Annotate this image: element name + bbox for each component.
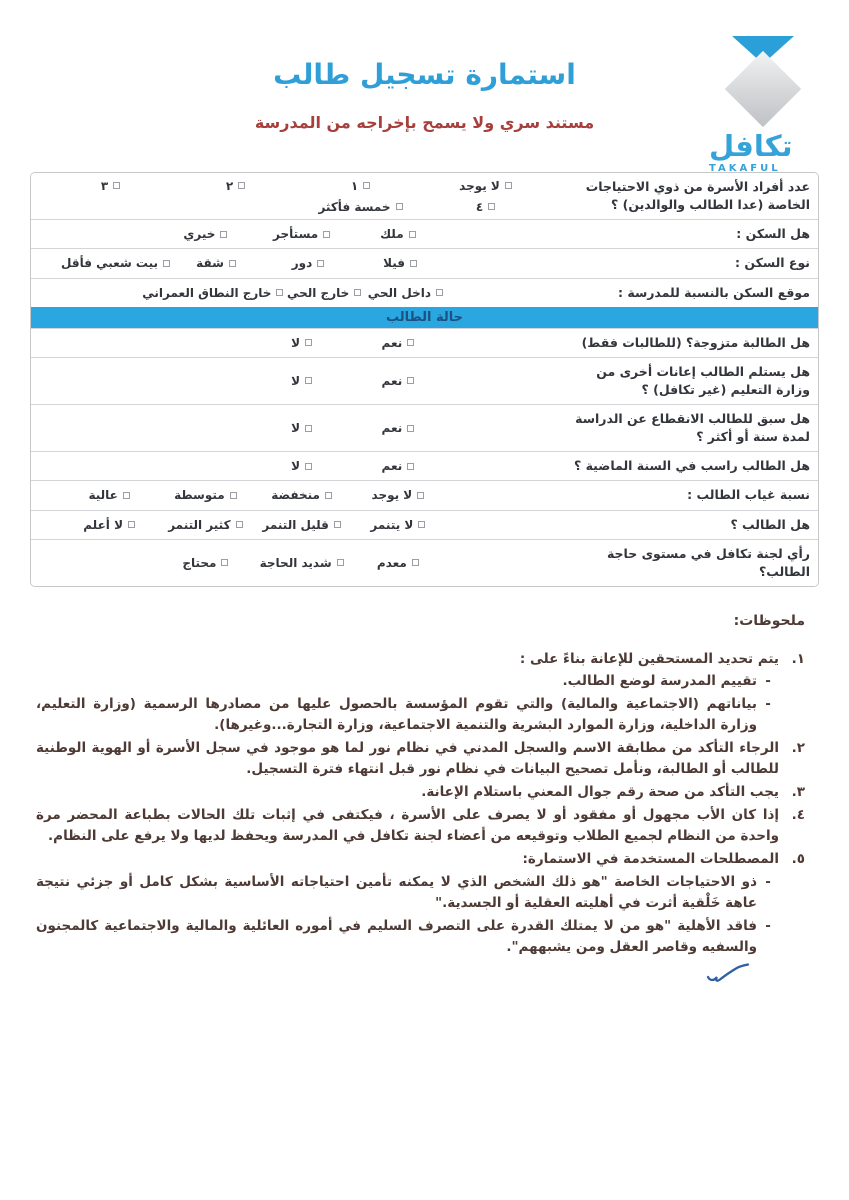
option-label: بيت شعبي فأقل: [61, 256, 159, 271]
option-label: ملك: [380, 227, 404, 242]
checkbox-option[interactable]: [254, 518, 350, 532]
question-label: هل الطالب راسب في السنة الماضية ؟: [574, 458, 810, 474]
checkbox-option[interactable]: [350, 421, 446, 435]
form-row: [31, 219, 818, 248]
form-row: [31, 328, 818, 357]
option-label: نعم: [381, 335, 403, 350]
question-label: هل الطالب ؟: [730, 516, 810, 532]
checkbox-option[interactable]: [61, 488, 157, 502]
checkbox[interactable]: [128, 521, 135, 528]
checkbox[interactable]: [317, 260, 324, 267]
checkbox-option[interactable]: [254, 459, 350, 473]
dash-bullet: -: [765, 696, 771, 713]
checkbox[interactable]: [363, 182, 370, 189]
form-row: [31, 173, 818, 219]
checkbox[interactable]: [305, 339, 312, 346]
checkbox-option[interactable]: [254, 488, 350, 502]
option-label: عالية: [88, 488, 118, 503]
notes-heading: ملحوظات:: [733, 612, 805, 629]
option-label: فيلا: [383, 256, 405, 271]
form-row: [31, 278, 818, 307]
option-label: لا: [291, 335, 301, 350]
note-item-text: الرجاء التأكد من مطابقة الاسم والسجل المدني في نظام نور لما هو موجود في سجل الأسرة أو الهوية الوطنية للطالب أو الطالبة، ونأمل تصحيح البيانات في نظام نور قبل انتهاء فترة التسجيل.: [36, 740, 779, 778]
question-label: هل يستلم الطالب إعانات أخرى من وزارة التعليم (غير تكافل) ؟: [596, 363, 810, 397]
checkbox-option[interactable]: [350, 488, 446, 502]
note-subitem: [36, 872, 779, 914]
option-label: ٤: [475, 199, 484, 214]
note-item-text: إذا كان الأب مجهول أو مفقود أو لا يصرف على الأسرة ، فيكتفى في إثبات تلك الحالات بطباعة المحضر مرة واحدة من النظام لجميع الطلاب وتوقيعه من أعضاء لجنة تكافل في المدرسة ويحفظ لديها ولا يرفع على النظام.: [36, 807, 779, 844]
note-subitem: [36, 671, 779, 692]
checkbox-option[interactable]: [61, 518, 157, 532]
question-label: هل سبق للطالب الانقطاع عن الدراسة لمدة سنة أو أكثر ؟: [575, 411, 810, 445]
checkbox[interactable]: [113, 182, 120, 189]
note-item-text: يجب التأكد من صحة رقم جوال المعني باستلام الإعانة.: [421, 784, 779, 801]
note-subitem-text: ذو الاحتياجات الخاصة "هو ذلك الشخص الذي لا يمكنه تأمين احتياجاته الأساسية بشكل كامل أو جزئي نتيجة عاهة خَلْقية أثرت في أهليته العقلية أو الجسدية.": [36, 873, 757, 911]
checkbox-option[interactable]: [350, 556, 446, 570]
checkbox-option[interactable]: [170, 256, 262, 270]
option-label: شقة: [196, 256, 224, 271]
form-header: [0, 0, 849, 172]
options-group: [61, 332, 446, 354]
checkbox-option[interactable]: [157, 518, 253, 532]
checkbox-option[interactable]: [423, 179, 548, 193]
checkbox-option[interactable]: [254, 227, 350, 241]
option-label: لا يوجد: [371, 488, 413, 503]
checkbox-option[interactable]: [254, 374, 350, 388]
option-label: خيري: [183, 227, 216, 242]
checkbox-option[interactable]: [262, 256, 354, 270]
signature-area: [36, 961, 751, 985]
options-group: [61, 282, 446, 304]
checkbox[interactable]: [436, 289, 443, 296]
checkbox-option[interactable]: [157, 488, 253, 502]
note-item-line: [36, 849, 805, 870]
checkbox-option[interactable]: [254, 556, 350, 570]
note-subitem-text: تقييم المدرسة لوضع الطالب.: [562, 673, 757, 690]
form-row: [31, 510, 818, 539]
checkbox-option[interactable]: [157, 227, 253, 241]
note-item: [36, 805, 805, 847]
checkbox[interactable]: [354, 289, 361, 296]
note-item-number: ٥.: [791, 850, 805, 867]
option-label: لا: [291, 421, 301, 436]
checkbox-option[interactable]: [254, 336, 350, 350]
option-label: نعم: [381, 459, 403, 474]
dash-bullet: -: [765, 917, 771, 934]
signature-scribble: [705, 961, 751, 985]
checkbox-option[interactable]: [350, 374, 446, 388]
checkbox-option[interactable]: [173, 179, 298, 193]
confidentiality-notice: مستند سري ولا يسمح بإخراجه من المدرسة: [254, 113, 595, 132]
note-item-text: المصطلحات المستخدمة في الاستمارة:: [522, 850, 779, 867]
option-label: كثير التنمر: [168, 517, 231, 532]
checkbox-option[interactable]: [48, 179, 173, 193]
checkbox[interactable]: [407, 339, 414, 346]
option-label: نعم: [381, 373, 403, 388]
question-label: عدد أفراد الأسرة من ذوي الاحتياجات الخاصة (عدا الطالب والوالدين) ؟: [585, 179, 810, 213]
logo-latin-name: TAKAFUL: [709, 163, 781, 174]
checkbox-option[interactable]: [350, 459, 446, 473]
dash-bullet: -: [765, 673, 771, 690]
checkbox-option[interactable]: [354, 256, 446, 270]
form-row: [31, 404, 818, 451]
checkbox[interactable]: [418, 521, 425, 528]
page-title: استمارة تسجيل طالب: [273, 58, 576, 91]
options-group: [48, 175, 548, 218]
note-item: [36, 849, 805, 958]
checkbox[interactable]: [407, 463, 414, 470]
checkbox[interactable]: [220, 231, 227, 238]
checkbox[interactable]: [305, 463, 312, 470]
option-label: لا أعلم: [83, 517, 123, 532]
form-row: [31, 539, 818, 586]
option-label: لا: [291, 459, 301, 474]
options-group: [61, 455, 446, 477]
note-item-number: ٤.: [791, 807, 805, 824]
note-subitems: [36, 671, 779, 736]
form-row: [31, 451, 818, 480]
question-label: موقع السكن بالنسبة للمدرسة :: [618, 284, 810, 300]
options-group: [61, 552, 446, 574]
option-label: ١: [350, 178, 359, 193]
form-row: [31, 480, 818, 509]
option-label: خمسة فأكثر: [318, 199, 391, 214]
option-label: قليل التنمر: [262, 517, 329, 532]
note-item: [36, 738, 805, 780]
form-row: [31, 248, 818, 277]
note-item-line: [36, 649, 805, 670]
checkbox[interactable]: [417, 492, 424, 499]
checkbox[interactable]: [337, 559, 344, 566]
checkbox[interactable]: [229, 260, 236, 267]
option-label: ٢: [225, 178, 234, 193]
note-subitem-text: فاقد الأهلية "هو من لا يمتلك القدرة على التصرف السليم في أموره العائلية والمالية والاجتماعية كالمجنون والسفيه وقاصر العقل ومن يشبههم".: [36, 917, 757, 955]
note-subitem-text: بياناتهم (الاجتماعية والمالية) والتي تقوم المؤسسة بالحصول عليها من مصادرها الرسمية (وزارة التعليم، وزارة الداخلية، وزارة الموارد البشرية والتنمية الاجتماعية، وزارة التجارة...وغيرها).: [36, 696, 757, 734]
checkbox[interactable]: [410, 260, 417, 267]
checkbox[interactable]: [305, 425, 312, 432]
option-label: شديد الحاجة: [259, 555, 332, 570]
option-label: دور: [291, 256, 313, 271]
option-label: نعم: [381, 421, 403, 436]
checkbox-option[interactable]: [350, 227, 446, 241]
checkbox-option[interactable]: [61, 256, 170, 270]
option-label: منخفضة: [271, 488, 320, 503]
registration-form-table: [30, 172, 819, 587]
option-label: لا يتنمر: [370, 517, 414, 532]
checkbox-option[interactable]: [283, 286, 364, 300]
options-group: [61, 514, 446, 536]
option-label: داخل الحي: [367, 285, 431, 300]
notes-section: [36, 611, 805, 986]
checkbox[interactable]: [407, 377, 414, 384]
logo-wordmark: [703, 129, 823, 174]
form-row: [31, 357, 818, 404]
question-label: رأي لجنة تكافل في مستوى حاجة الطالب؟: [606, 545, 810, 579]
checkbox[interactable]: [407, 425, 414, 432]
note-item: [36, 782, 805, 803]
note-item-text: يتم تحديد المستحقين للإعانة بناءً على :: [519, 650, 779, 667]
note-item: [36, 649, 805, 737]
note-item-number: ١.: [791, 650, 805, 667]
question-label: هل الطالبة متزوجة؟ (للطالبات فقط): [581, 334, 810, 350]
options-group: [61, 370, 446, 392]
checkbox[interactable]: [325, 492, 332, 499]
notes-list: [36, 649, 805, 958]
checkbox[interactable]: [236, 521, 243, 528]
option-label: لا: [291, 373, 301, 388]
checkbox-option[interactable]: [365, 286, 446, 300]
checkbox[interactable]: [396, 203, 403, 210]
checkbox[interactable]: [505, 182, 512, 189]
note-subitem: [36, 916, 779, 958]
checkbox[interactable]: [221, 559, 228, 566]
student-status-section-rows: [31, 328, 818, 586]
note-item-number: ٢.: [791, 740, 805, 757]
options-group: [61, 252, 446, 274]
checkbox[interactable]: [488, 203, 495, 210]
option-label: متوسطة: [174, 488, 225, 503]
takaful-logo: [703, 36, 823, 174]
checkbox-option[interactable]: [350, 336, 446, 350]
checkbox-option[interactable]: [142, 286, 283, 300]
housing-section-rows: [31, 173, 818, 307]
checkbox-option[interactable]: [254, 421, 350, 435]
checkbox-option[interactable]: [350, 518, 446, 532]
note-item-line: [36, 738, 805, 780]
checkbox-option[interactable]: [423, 200, 548, 214]
note-subitems: [36, 872, 779, 958]
option-label: خارج الحي: [286, 285, 350, 300]
checkbox[interactable]: [238, 182, 245, 189]
logo-arabic-name: تكافل: [709, 129, 793, 163]
note-item-line: [36, 782, 805, 803]
question-label: نسبة غياب الطالب :: [687, 487, 810, 503]
question-label: نوع السكن :: [735, 255, 810, 271]
note-subitem: [36, 694, 779, 736]
options-group: [61, 417, 446, 439]
checkbox[interactable]: [163, 260, 170, 267]
option-label: لا يوجد: [459, 178, 500, 193]
checkbox[interactable]: [412, 559, 419, 566]
option-label: محتاج: [182, 555, 217, 570]
option-label: مستأجر: [273, 227, 319, 242]
note-item-line: [36, 805, 805, 847]
dash-bullet: -: [765, 873, 771, 890]
note-item-number: ٣.: [791, 784, 805, 801]
checkbox[interactable]: [123, 492, 130, 499]
options-group: [61, 223, 446, 245]
option-label: ٣: [100, 178, 109, 193]
checkbox[interactable]: [305, 377, 312, 384]
question-label: هل السكن :: [736, 226, 810, 242]
checkbox[interactable]: [276, 289, 283, 296]
checkbox-option[interactable]: [298, 200, 423, 214]
checkbox[interactable]: [323, 231, 330, 238]
student-status-section-header: حالة الطالب: [31, 307, 818, 328]
checkbox[interactable]: [230, 492, 237, 499]
checkbox-option[interactable]: [298, 179, 423, 193]
option-label: معدم: [376, 555, 407, 570]
options-group: [61, 484, 446, 506]
checkbox-option[interactable]: [157, 556, 253, 570]
checkbox[interactable]: [334, 521, 341, 528]
option-label: خارج النطاق العمراني: [142, 285, 272, 300]
checkbox[interactable]: [409, 231, 416, 238]
